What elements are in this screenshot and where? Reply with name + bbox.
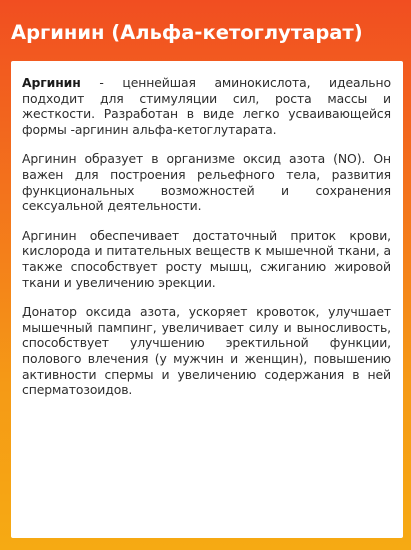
description-card [11, 61, 403, 538]
page-title: Аргинин (Альфа-кетоглутарат) [11, 21, 363, 44]
paragraph-blood-flow: Аргинин обеспечивает достаточный приток крови, кислорода и питательных веществ к мышечной ткани, а также способствует росту мышц, сжиганию жировой ткани и увеличению эрекции. [22, 227, 391, 290]
product-name-bold: Аргинин [22, 75, 81, 90]
paragraph-benefits: Донатор оксида азота, ускоряет кровоток, улучшает мышечный пампинг, увеличивает силу и выносливость, способствует улучшению эректильной функции, полового влечения (у мужчин и женщин), повышению активности спермы и увеличению содержания в ней сперматозоидов. [22, 304, 391, 398]
paragraph-nitric-oxide: Аргинин образует в организме оксид азота (NO). Он важен для построения рельефного тела, развития функциональных возможностей и сохранения сексуальной деятельности. [22, 151, 391, 214]
paragraph-intro [22, 75, 391, 137]
paragraph-intro-text: - ценнейшая аминокислота, идеально подходит для стимуляции сил, роста массы и жесткости. Разработан в виде легко усваивающейся формы -аргинин альфа-кетоглутарата. [22, 75, 391, 137]
